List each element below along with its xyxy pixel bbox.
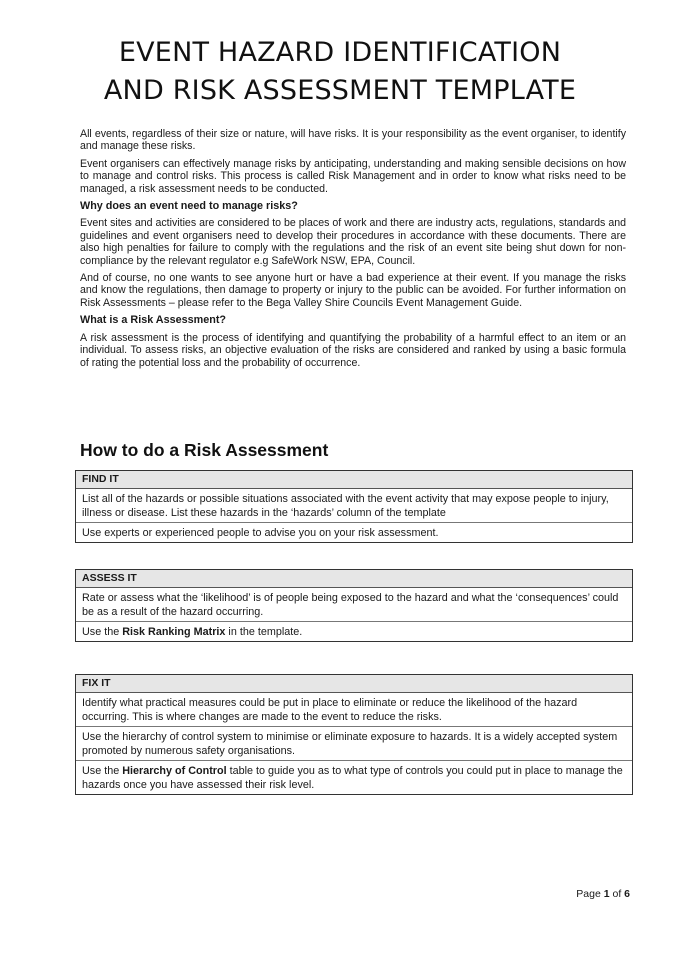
- assess-it-box: [75, 569, 633, 642]
- how-heading: How to do a Risk Assessment: [80, 440, 329, 460]
- fix-it-row-2: Use the hierarchy of control system to minimise or eliminate exposure to hazards. It is a widely accepted system promoted by numerous safety organisations.: [76, 727, 632, 761]
- what-paragraph-1: A risk assessment is the process of identifying and quantifying the probability of a harmful effect to an item or an individual. To assess risks, an objective evaluation of the risks are considered and ranked by using a basic formula of rating the potential loss and the probability of occurrence.: [80, 331, 626, 369]
- fix-it-row-3: [76, 761, 632, 794]
- page-title: [40, 34, 640, 110]
- fix-it-heading: FIX IT: [76, 675, 632, 693]
- intro-paragraph-2: Event organisers can effectively manage risks by anticipating, understanding and making sensible decisions on how to manage and control risks. This process is called Risk Management and in order to know what risks need to be managed, a risk assessment needs to be conducted.: [80, 157, 626, 195]
- fix-it-row-1: Identify what practical measures could be put in place to eliminate or reduce the likelihood of the hazard occurring. This is where changes are made to the event to reduce the risks.: [76, 693, 632, 727]
- assess-it-row-2-prefix: Use the: [82, 626, 123, 638]
- find-it-row-1: List all of the hazards or possible situations associated with the event activity that may expose people to injury, illness or disease. List these hazards in the ‘hazards’ column of the template: [76, 489, 632, 523]
- what-heading: What is a Risk Assessment?: [80, 314, 227, 327]
- assess-it-row-2: [76, 622, 632, 641]
- title-line-2: AND RISK ASSESSMENT TEMPLATE: [103, 75, 577, 106]
- fix-it-box: [75, 674, 633, 795]
- find-it-row-2: Use experts or experienced people to advise you on your risk assessment.: [82, 527, 439, 539]
- assess-it-heading: ASSESS IT: [76, 570, 632, 588]
- hierarchy-of-control-label: Hierarchy of Control: [122, 765, 227, 777]
- why-heading: Why does an event need to manage risks?: [80, 200, 298, 213]
- intro-section: [80, 128, 626, 374]
- intro-paragraph-1: All events, regardless of their size or nature, will have risks. It is your responsibility as the event organiser, to identify and manage these risks.: [80, 128, 626, 153]
- risk-ranking-matrix-label: Risk Ranking Matrix: [122, 626, 226, 638]
- assess-it-row-2-suffix: in the template.: [225, 626, 303, 638]
- page-mid: of: [609, 888, 625, 900]
- page-prefix: Page: [576, 888, 604, 900]
- why-paragraph-1: Event sites and activities are considered to be places of work and there are industry acts, regulations, standards and guidelines and event organisers need to develop their procedures in accordance with these documents. There are also high penalties for failure to comply with the regulations and the risk of an event site being shut down for non-compliance by the relevant regulator e.g SafeWork NSW, EPA, Council.: [80, 217, 626, 267]
- fix-it-row-3-suffix: table to guide you as to what type of controls you could put in place to manage the hazards once you have assessed their risk level.: [82, 765, 623, 791]
- title-line-1: EVENT HAZARD IDENTIFICATION: [118, 37, 562, 68]
- assess-it-row-1: Rate or assess what the ‘likelihood’ is of people being exposed to the hazard and what the ‘consequences’ could be as a result of the hazard occurring.: [76, 588, 632, 622]
- page-total: 6: [624, 888, 630, 900]
- page-current: 1: [603, 888, 610, 900]
- find-it-box: [75, 470, 633, 543]
- fix-it-row-3-prefix: Use the: [82, 765, 123, 777]
- why-paragraph-2: And of course, no one wants to see anyone hurt or have a bad experience at their event. If you manage the risks and know the regulations, then damage to property or injury to the public can be avoided. For further information on Risk Assessments – please refer to the Bega Valley Shire Councils Event Management Guide.: [80, 272, 626, 309]
- find-it-heading: FIND IT: [76, 471, 632, 489]
- page-number: [540, 888, 630, 900]
